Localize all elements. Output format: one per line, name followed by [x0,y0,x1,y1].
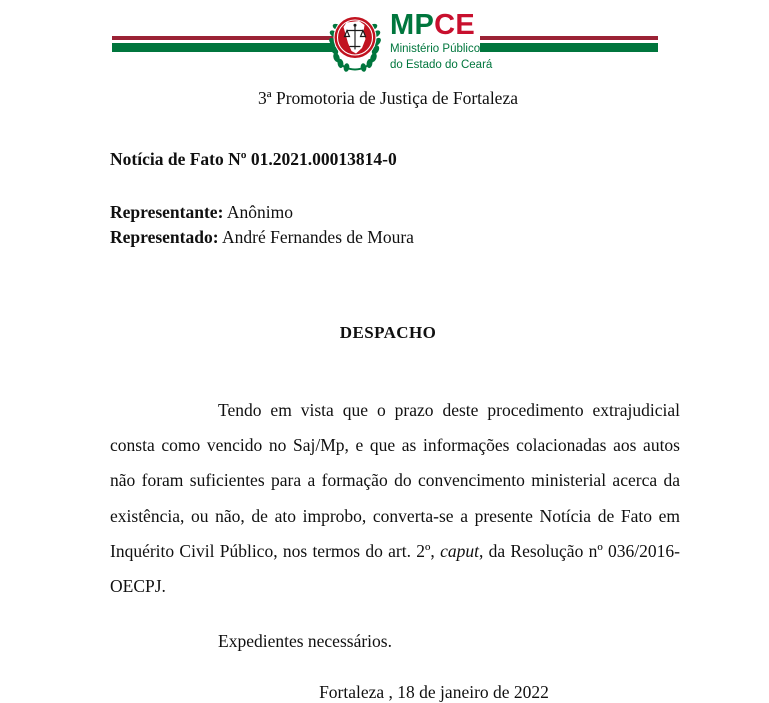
party-representado-label: Representado: [110,226,219,247]
mpce-coat-of-arms-icon [326,10,384,72]
closing-line: Expedientes necessários. [218,630,392,651]
mpce-logo [326,9,492,72]
promotoria-heading: 3ª Promotoria de Justiça de Fortaleza [258,88,518,108]
rule-green-left [112,43,334,52]
case-number: Notícia de Fato Nº 01.2021.00013814-0 [110,149,397,169]
rule-red-right [480,36,658,40]
wordmark-subtitle-line1: Ministério Público [390,43,481,55]
despacho-text-part2: , da Resolução nº 036/2016-OECPJ. [110,541,680,597]
despacho-text-caput: caput [440,541,479,562]
wordmark-mpce [390,11,492,40]
date-line: Fortaleza , 18 de janeiro de 2022 [319,681,549,702]
party-representado-value: André Fernandes de Moura [221,226,414,247]
party-representante [110,200,680,225]
party-representado [110,225,680,250]
wordmark-mp: MP [390,9,435,41]
document-letterhead [0,0,769,82]
rule-green-right [480,43,658,52]
despacho-paragraph [110,393,680,605]
wordmark-ce: CE [434,9,475,41]
party-representante-value: Anônimo [226,202,293,222]
parties-block [110,200,680,250]
mpce-wordmark [390,9,492,72]
despacho-text-part1: Tendo em vista que o prazo deste procedimento extrajudicial consta como vencido no Saj/Mp, e que as informações colacionadas aos autos não foram suficientes para a formação do convencimento ministerial acerca da existência, ou não, de ato improbo, converta-se a presente Notícia de Fato em Inquérito Civil Público, nos termos do art. 2º, [110,399,680,562]
document-body [0,88,769,703]
rule-red-left [112,36,334,40]
party-representante-label: Representante: [110,202,224,222]
despacho-heading: DESPACHO [339,322,437,342]
wordmark-subtitle-line2: do Estado do Ceará [390,59,493,72]
